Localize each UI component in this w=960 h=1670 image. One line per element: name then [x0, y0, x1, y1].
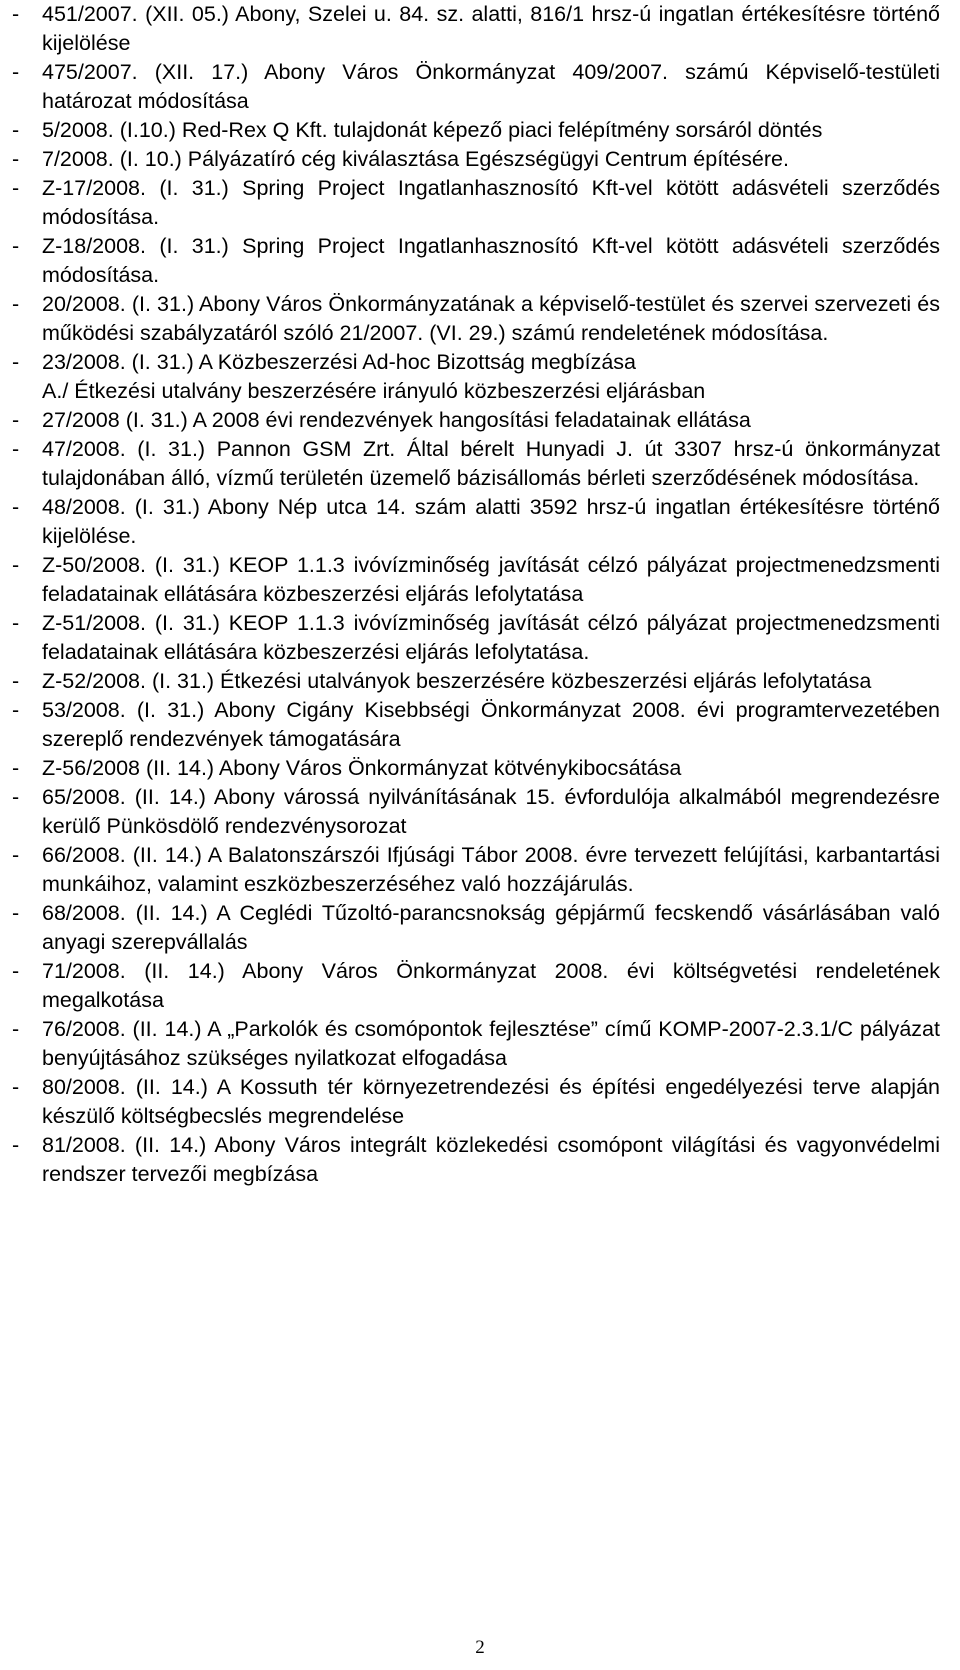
list-item-text: 7/2008. (I. 10.) Pályázatíró cég kiválasztása Egészségügyi Centrum építésére.: [42, 147, 789, 171]
list-item-text: 53/2008. (I. 31.) Abony Cigány Kisebbségi Önkormányzat 2008. évi programtervezetében szereplő rendezvények támogatására: [42, 698, 940, 751]
list-item: [12, 58, 940, 116]
bullet-dash: -: [12, 843, 20, 867]
list-item-row: [12, 551, 940, 609]
bullet-dash: -: [12, 901, 20, 925]
bullet-dash: -: [12, 292, 20, 316]
list-item: [12, 145, 940, 174]
page-number: 2: [475, 1637, 485, 1658]
list-item-row: [12, 232, 940, 290]
list-item-text: 80/2008. (II. 14.) A Kossuth tér környezetrendezési és építési engedélyezési terve alapján készülő költségbecslés megrendelése: [42, 1075, 940, 1128]
bullet-dash: -: [12, 1017, 20, 1041]
list-item: [12, 1073, 940, 1131]
list-item: [12, 493, 940, 551]
list-item: [12, 667, 940, 696]
bullet-dash: -: [12, 437, 20, 461]
bullet-dash: -: [12, 350, 20, 374]
list-item: [12, 899, 940, 957]
list-item-row: [12, 290, 940, 348]
list-item-text: Z-17/2008. (I. 31.) Spring Project Ingatlanhasznosító Kft-vel kötött adásvételi szerződés módosítása.: [42, 176, 940, 229]
bullet-dash: -: [12, 118, 20, 142]
list-item: [12, 290, 940, 348]
list-item-row: [12, 1131, 940, 1189]
list-item-row: [12, 116, 940, 145]
bullet-dash: -: [12, 1075, 20, 1099]
list-item: [12, 957, 940, 1015]
list-item-row: [12, 58, 940, 116]
list-item: [12, 435, 940, 493]
list-item: [12, 696, 940, 754]
list-item-text: 68/2008. (II. 14.) A Ceglédi Tűzoltó-parancsnokság gépjármű fecskendő vásárlásában való anyagi szerepvállalás: [42, 901, 940, 954]
list-item-text: Z-52/2008. (I. 31.) Étkezési utalványok beszerzésére közbeszerzési eljárás lefolytatása: [42, 669, 872, 693]
list-item-row: [12, 435, 940, 493]
list-item: [12, 609, 940, 667]
bullet-dash: -: [12, 959, 20, 983]
list-item-row: [12, 1015, 940, 1073]
list-item-text: Z-56/2008 (II. 14.) Abony Város Önkormányzat kötvénykibocsátása: [42, 756, 682, 780]
list-item-text: Z-50/2008. (I. 31.) KEOP 1.1.3 ivóvízminőség javítását célzó pályázat projectmenedzsmenti feladatainak ellátására közbeszerzési eljárás lefolytatása: [42, 553, 940, 606]
list-item-row: [12, 783, 940, 841]
list-item-text: 20/2008. (I. 31.) Abony Város Önkormányzatának a képviselő-testület és szervei szervezeti és működési szabályzatáról szóló 21/2007. (VI. 29.) számú rendeletének módosítása.: [42, 292, 940, 345]
list-item-text: 451/2007. (XII. 05.) Abony, Szelei u. 84. sz. alatti, 816/1 hrsz-ú ingatlan értékesítésre történő kijelölése: [42, 2, 940, 55]
list-item: [12, 232, 940, 290]
list-item: [12, 783, 940, 841]
list-item: [12, 551, 940, 609]
bullet-dash: -: [12, 756, 20, 780]
bullet-dash: -: [12, 234, 20, 258]
list-item-text: 65/2008. (II. 14.) Abony várossá nyilvánításának 15. évfordulója alkalmából megrendezésre kerülő Pünkösdölő rendezvénysorozat: [42, 785, 940, 838]
list-item: [12, 348, 940, 406]
list-item-text: Z-18/2008. (I. 31.) Spring Project Ingatlanhasznosító Kft-vel kötött adásvételi szerződés módosítása.: [42, 234, 940, 287]
bullet-dash: -: [12, 553, 20, 577]
bullet-dash: -: [12, 1133, 20, 1157]
list-item-text: 76/2008. (II. 14.) A „Parkolók és csomópontok fejlesztése” című KOMP-2007-2.3.1/C pályázat benyújtásához szükséges nyilatkozat elfogadása: [42, 1017, 940, 1070]
list-item-row: [12, 493, 940, 551]
bullet-dash: -: [12, 2, 20, 26]
list-item-text: 5/2008. (I.10.) Red-Rex Q Kft. tulajdonát képező piaci felépítmény sorsáról döntés: [42, 118, 823, 142]
bullet-dash: -: [12, 669, 20, 693]
bullet-dash: -: [12, 60, 20, 84]
list-item-text: Z-51/2008. (I. 31.) KEOP 1.1.3 ivóvízminőség javítását célzó pályázat projectmenedzsmenti feladatainak ellátására közbeszerzési eljárás lefolytatása.: [42, 611, 940, 664]
list-item-row: [12, 754, 940, 783]
list-item: [12, 1015, 940, 1073]
list-item-row: [12, 1073, 940, 1131]
list-item: [12, 174, 940, 232]
list-item: [12, 1131, 940, 1189]
bullet-dash: -: [12, 147, 20, 171]
bullet-dash: -: [12, 176, 20, 200]
list-item-text: 475/2007. (XII. 17.) Abony Város Önkormányzat 409/2007. számú Képviselő-testületi határozat módosítása: [42, 60, 940, 113]
list-item-subtext: A./ Étkezési utalvány beszerzésére irányuló közbeszerzési eljárásban: [42, 379, 706, 403]
list-item-row: [12, 348, 940, 377]
resolution-list: [12, 0, 940, 1189]
list-item-row: [12, 841, 940, 899]
list-item-row: [12, 174, 940, 232]
list-item-text: 27/2008 (I. 31.) A 2008 évi rendezvények hangosítási feladatainak ellátása: [42, 408, 751, 432]
list-item-text: 81/2008. (II. 14.) Abony Város integrált közlekedési csomópont világítási és vagyonvédelmi rendszer tervezői megbízása: [42, 1133, 940, 1186]
list-item-row: [12, 696, 940, 754]
list-item: [12, 841, 940, 899]
list-item-row: [12, 667, 940, 696]
list-item-text: 66/2008. (II. 14.) A Balatonszárszói Ifjúsági Tábor 2008. évre tervezett felújítási, karbantartási munkáihoz, valamint eszközbeszerzéséhez való hozzájárulás.: [42, 843, 940, 896]
bullet-dash: -: [12, 785, 20, 809]
bullet-dash: -: [12, 698, 20, 722]
list-item: [12, 116, 940, 145]
list-item-text: 71/2008. (II. 14.) Abony Város Önkormányzat 2008. évi költségvetési rendeletének megalkotása: [42, 959, 940, 1012]
list-item-row: [12, 145, 940, 174]
bullet-dash: -: [12, 611, 20, 635]
list-item-text: 47/2008. (I. 31.) Pannon GSM Zrt. Által bérelt Hunyadi J. út 3307 hrsz-ú önkormányzat tulajdonában álló, vízmű területén üzemelő bázisállomás bérleti szerződésének módosítása.: [42, 437, 940, 490]
list-item-row: [12, 609, 940, 667]
list-item-row: [12, 406, 940, 435]
list-item: [12, 0, 940, 58]
list-item-text: 23/2008. (I. 31.) A Közbeszerzési Ad-hoc Bizottság megbízása: [42, 350, 636, 374]
list-item-row: [12, 957, 940, 1015]
list-item-row: [12, 0, 940, 58]
list-item-text: 48/2008. (I. 31.) Abony Nép utca 14. szám alatti 3592 hrsz-ú ingatlan értékesítésre történő kijelölése.: [42, 495, 940, 548]
bullet-dash: -: [12, 495, 20, 519]
list-item: [12, 754, 940, 783]
list-item: [12, 406, 940, 435]
list-item-row: [12, 899, 940, 957]
bullet-dash: -: [12, 408, 20, 432]
